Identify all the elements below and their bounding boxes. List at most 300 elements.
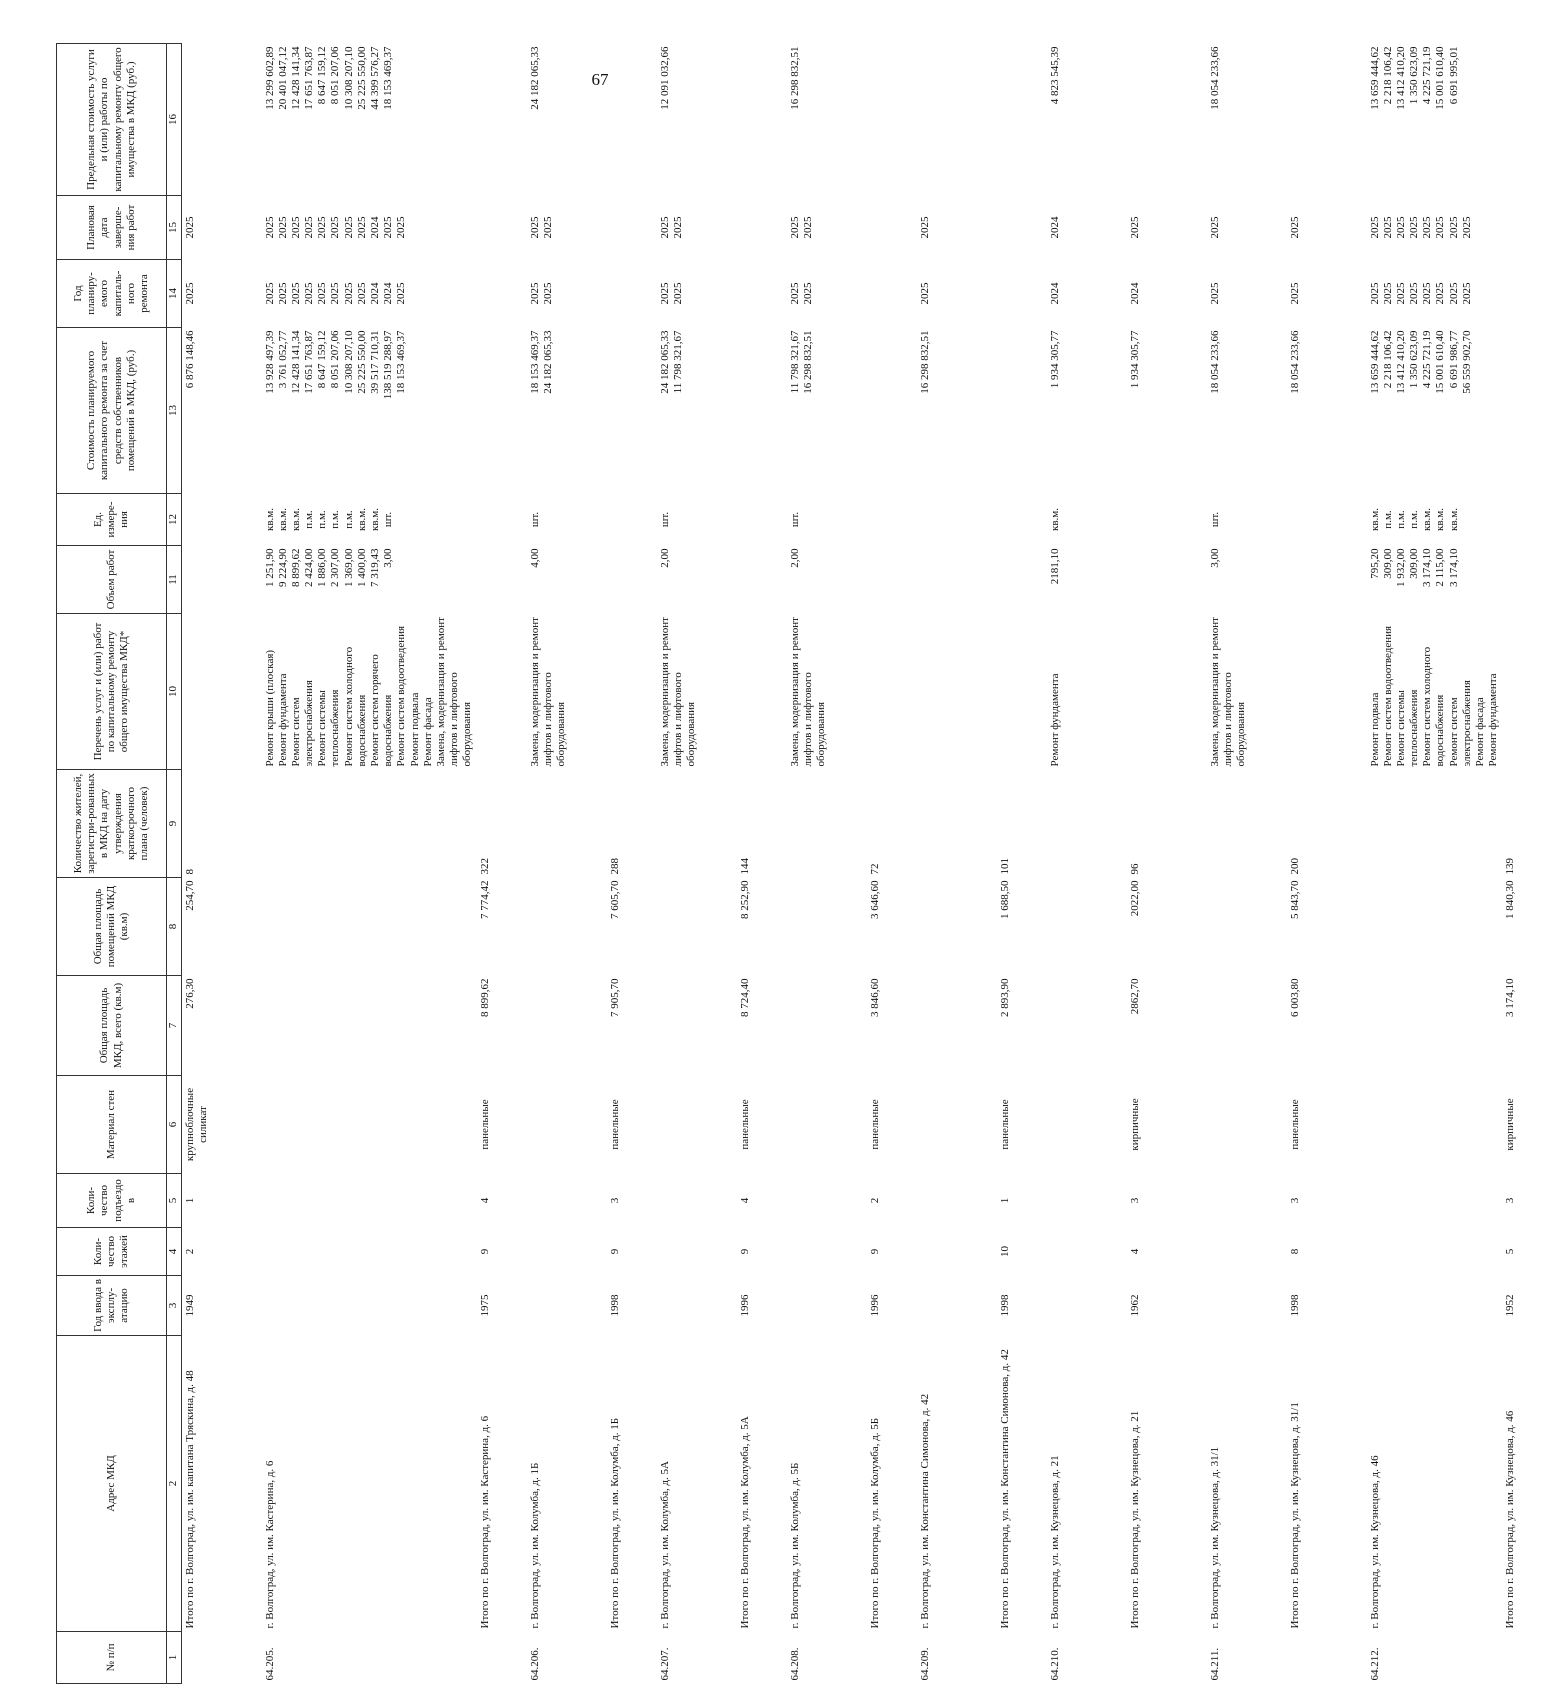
cell-line: 25 225 550,00 <box>355 330 368 394</box>
cell-c16 <box>997 44 1047 196</box>
cell-line: 8 051 207,06 <box>329 330 342 389</box>
cell-c1 <box>737 1632 787 1684</box>
cell-c3: 1996 <box>738 1294 751 1317</box>
cell-line: 2025 <box>1421 216 1434 239</box>
cell-c3: 1996 <box>868 1294 881 1317</box>
cell-c8: 8 252,90 <box>738 880 751 919</box>
cell-line: 18 153 469,37 <box>528 330 541 394</box>
cell-c4: 9 <box>608 1248 621 1255</box>
cell-c3: 1998 <box>1288 1294 1301 1317</box>
cell-line: 13 412 410,20 <box>1394 46 1407 110</box>
cell-line: 3,00 <box>1208 548 1221 568</box>
cell-c7 <box>1207 976 1287 1076</box>
cell-c3 <box>1367 1276 1503 1336</box>
cell-c10 <box>917 614 997 770</box>
cell-c15 <box>1502 196 1552 260</box>
cell-line: п.м. <box>303 510 316 529</box>
cell-line: 2025 <box>1434 216 1447 239</box>
cell-c16 <box>1047 44 1127 196</box>
table-row <box>527 44 607 1684</box>
cell-c3: 1998 <box>998 1294 1011 1317</box>
cell-line: 13 299 602,89 <box>263 46 276 110</box>
cell-line: шт. <box>658 511 671 528</box>
cell-c14 <box>917 260 997 328</box>
cell-c6: кирпичные <box>1504 1098 1517 1151</box>
cell-c7 <box>917 976 997 1076</box>
cell-line: 2025 <box>1381 216 1394 239</box>
cell-c2: Итого по г. Волгоград, ул. им. Кузнецова, д. 31/1 <box>1288 1402 1301 1629</box>
cell-line: Ремонт фасада <box>421 697 434 767</box>
cell-line: 2025 <box>1434 282 1447 305</box>
cell-line: 56 559 902,70 <box>1460 330 1473 394</box>
cell-c5 <box>657 1174 737 1228</box>
cell-c7 <box>1047 976 1127 1076</box>
cell-c7: 6 003,80 <box>1288 978 1301 1017</box>
cell-c4 <box>787 1228 867 1276</box>
cell-c15 <box>917 196 997 260</box>
cell-line: 2025 <box>528 216 541 239</box>
cell-c3: 1949 <box>184 1294 196 1317</box>
cell-c12 <box>1127 494 1207 546</box>
cell-c9: 288 <box>608 858 621 875</box>
cell-c8 <box>262 878 477 976</box>
cell-c13 <box>1127 328 1207 494</box>
cell-line: кв.м. <box>1368 508 1381 531</box>
cell-line: 6 876 148,46 <box>184 330 196 389</box>
cell-c7 <box>262 976 477 1076</box>
cell-c11 <box>607 546 657 614</box>
cell-c3 <box>1047 1276 1127 1336</box>
cell-line: Ремонт фундамента <box>276 673 289 767</box>
cell-line: 138 519 288,97 <box>382 330 395 400</box>
cell-c15 <box>1207 196 1287 260</box>
page-number: 67 <box>591 70 609 89</box>
cell-line: Ремонт систем горячего водоснабжения <box>369 654 395 767</box>
cell-c16 <box>607 44 657 196</box>
cell-c4: 8 <box>1288 1248 1301 1255</box>
cell-c5 <box>1367 1174 1503 1228</box>
cell-c15 <box>527 196 607 260</box>
cell-line: 2025 <box>184 282 196 305</box>
table-row <box>182 44 262 1684</box>
cell-line: 44 399 576,27 <box>369 46 381 110</box>
cell-c10 <box>527 614 607 770</box>
cell-line: 10 308 207,10 <box>342 46 355 110</box>
cell-line: 39 517 710,31 <box>369 330 381 394</box>
cell-c2: Итого по г. Волгоград, ул. им. Константина Симонова, д. 42 <box>998 1349 1011 1629</box>
cell-c8: 1 688,50 <box>998 880 1011 919</box>
column-number: 10 <box>167 614 182 770</box>
cell-line: п.м. <box>1381 510 1394 529</box>
cell-c1: 64.209. <box>918 1647 931 1681</box>
header-cell: Количество жителей, зарегистри-рованных в МКД на дату утверждения краткосрочного плана (человек) <box>57 770 167 878</box>
cell-line: 2025 <box>918 216 931 239</box>
cell-c12 <box>1047 494 1127 546</box>
cell-line: 2,00 <box>658 548 671 568</box>
cell-c15 <box>607 196 657 260</box>
cell-line: шт. <box>788 511 801 528</box>
cell-line: Ремонт подвала <box>408 692 421 767</box>
column-number: 13 <box>167 328 182 494</box>
cell-line: 16 298 832,51 <box>788 46 801 110</box>
cell-line: 2025 <box>316 216 329 239</box>
cell-c4 <box>1207 1228 1287 1276</box>
cell-c13 <box>477 328 527 494</box>
cell-line: 2025 <box>276 282 289 305</box>
cell-line: 2 424,00 <box>303 548 316 587</box>
cell-line: п.м. <box>316 510 329 529</box>
cell-c10 <box>1127 614 1207 770</box>
cell-c11 <box>477 546 527 614</box>
cell-line: 12 091 032,66 <box>658 46 671 110</box>
column-number: 3 <box>167 1276 182 1336</box>
cell-line: 2181,10 <box>1048 548 1061 585</box>
cell-c16 <box>1367 44 1503 196</box>
cell-line: 2025 <box>276 216 289 239</box>
cell-c14 <box>867 260 917 328</box>
cell-line: 795,20 <box>1368 548 1381 579</box>
header-cell: Материал стен <box>57 1076 167 1174</box>
cell-line: 2025 <box>671 216 684 239</box>
cell-c15 <box>1287 196 1367 260</box>
cell-line: 2025 <box>658 216 671 239</box>
table-row <box>1047 44 1127 1684</box>
cell-c2: Итого по г. Волгоград, ул. им. Кастерина, д. 6 <box>478 1415 491 1629</box>
cell-c10 <box>657 614 737 770</box>
table-row <box>787 44 867 1684</box>
cell-line: 2025 <box>1368 282 1381 305</box>
cell-c1 <box>182 1632 262 1684</box>
table-row <box>1367 44 1503 1684</box>
cell-line: 2025 <box>263 282 276 305</box>
cell-line: 8 647 159,12 <box>316 46 329 105</box>
cell-line: 4 225 721,19 <box>1421 330 1434 389</box>
cell-c6 <box>787 1076 867 1174</box>
cell-c2: г. Волгоград, ул. им. Константина Симонова, д. 42 <box>918 1393 931 1629</box>
cell-c15 <box>1127 196 1207 260</box>
cell-line: 2025 <box>382 216 395 239</box>
cell-c8 <box>787 878 867 976</box>
cell-c11 <box>737 546 787 614</box>
cell-line: п.м. <box>342 510 355 529</box>
cell-line: Замена, модернизация и ремонт лифтов и лифтового оборудования <box>434 617 474 767</box>
cell-c6 <box>657 1076 737 1174</box>
column-number: 9 <box>167 770 182 878</box>
table-row <box>262 44 477 1684</box>
cell-line: 2025 <box>801 282 814 305</box>
cell-line: Ремонт систем холодного водоснабжения <box>1421 646 1447 767</box>
cell-c5 <box>787 1174 867 1228</box>
cell-c1: 64.208. <box>788 1647 801 1681</box>
cell-c9 <box>1047 770 1127 878</box>
cell-c10 <box>997 614 1047 770</box>
table-body <box>182 44 1552 1684</box>
cell-line: 8 647 159,12 <box>316 330 329 389</box>
cell-line: 13 659 444,62 <box>1368 46 1381 110</box>
cell-line: 2024 <box>369 216 381 239</box>
cell-line: шт. <box>382 511 395 528</box>
cell-c10 <box>1287 614 1367 770</box>
cell-c7 <box>787 976 867 1076</box>
cell-c11 <box>867 546 917 614</box>
cell-line: Ремонт систем водоотведения <box>395 625 408 767</box>
cell-line: 8 899,62 <box>289 548 302 587</box>
cell-c6: кирпичные <box>1128 1098 1141 1151</box>
cell-c4 <box>262 1228 477 1276</box>
column-number: 16 <box>167 44 182 196</box>
cell-c3: 1962 <box>1128 1294 1141 1317</box>
column-number: 1 <box>167 1632 182 1684</box>
header-cell: Коли-чество подъездо в <box>57 1174 167 1228</box>
cell-c7: 2 893,90 <box>998 978 1011 1017</box>
cell-c14 <box>1207 260 1287 328</box>
cell-c12 <box>262 494 477 546</box>
cell-line: Замена, модернизация и ремонт лифтов и лифтового оборудования <box>528 617 567 767</box>
cell-c2: Итого по г. Волгоград, ул. им. Колумба, д. 1Б <box>608 1417 621 1629</box>
cell-line: кв.м. <box>276 508 289 531</box>
cell-c16 <box>527 44 607 196</box>
cell-c13 <box>1502 328 1552 494</box>
cell-c1: 64.206. <box>528 1647 541 1681</box>
cell-c12 <box>917 494 997 546</box>
cell-line: 24 182 065,33 <box>541 330 554 394</box>
cell-c9: 101 <box>998 858 1011 875</box>
cell-c16 <box>1127 44 1207 196</box>
cell-c6 <box>1047 1076 1127 1174</box>
cell-c8 <box>1367 878 1503 976</box>
cell-line: 309,00 <box>1381 548 1394 579</box>
cell-c2: Итого по г. Волгоград, ул. им. Кузнецова, д. 21 <box>1128 1410 1141 1629</box>
cell-c13 <box>917 328 997 494</box>
cell-line: 3 174,10 <box>1421 548 1434 587</box>
cell-line: шт. <box>1208 511 1221 528</box>
cell-line: 2025 <box>801 216 814 239</box>
cell-c9: 96 <box>1128 863 1141 875</box>
cell-c6 <box>1207 1076 1287 1174</box>
cell-c6 <box>527 1076 607 1174</box>
cell-line: 3 761 052,77 <box>276 330 289 389</box>
table-row <box>1207 44 1287 1684</box>
cell-line: 2024 <box>369 282 381 305</box>
cell-line: 2025 <box>1408 216 1421 239</box>
cell-line: 2025 <box>316 282 329 305</box>
cell-line: 2025 <box>1394 216 1407 239</box>
cell-c10 <box>1207 614 1287 770</box>
cell-line: 11 798 321,67 <box>671 330 684 394</box>
cell-line: 2025 <box>1447 216 1460 239</box>
cell-c3 <box>657 1276 737 1336</box>
cell-line: шт. <box>528 511 541 528</box>
cell-c4: 2 <box>184 1248 196 1255</box>
cell-line: 1 934 305,77 <box>1048 330 1061 389</box>
cell-line: 2025 <box>184 216 196 239</box>
cell-c14 <box>787 260 867 328</box>
cell-c6: панельные <box>478 1099 491 1150</box>
cell-c9: 322 <box>478 858 491 875</box>
cell-line: 2024 <box>382 282 395 305</box>
cell-c4 <box>657 1228 737 1276</box>
cell-c15 <box>737 196 787 260</box>
cell-line: 2025 <box>658 282 671 305</box>
cell-line: 17 651 763,87 <box>303 46 316 110</box>
cell-line: 2025 <box>1460 282 1473 305</box>
cell-line: 2025 <box>1128 216 1141 239</box>
cell-line: 1 251,90 <box>263 548 276 587</box>
header-cell: Адрес МКД <box>57 1336 167 1632</box>
cell-c9: 8 <box>184 869 196 875</box>
cell-c2: г. Волгоград, ул. им. Колумба, д. 1Б <box>528 1462 541 1629</box>
cell-c5: 1 <box>998 1197 1011 1204</box>
cell-c5: 4 <box>478 1197 491 1204</box>
cell-c15 <box>1367 196 1503 260</box>
cell-line: 2025 <box>1447 282 1460 305</box>
cell-c9 <box>787 770 867 878</box>
cell-line: 2025 <box>355 216 368 239</box>
table-row <box>1287 44 1367 1684</box>
column-number: 11 <box>167 546 182 614</box>
cell-line: 2025 <box>263 216 276 239</box>
cell-c7: 3 174,10 <box>1504 978 1517 1017</box>
cell-line: 20 401 047,12 <box>276 46 289 110</box>
cell-c13 <box>787 328 867 494</box>
cell-line: 2025 <box>788 282 801 305</box>
cell-c12 <box>1207 494 1287 546</box>
cell-c4: 5 <box>1504 1248 1517 1255</box>
cell-line: Ремонт систем водоотведения <box>1381 625 1394 767</box>
cell-c15 <box>787 196 867 260</box>
cell-line: 2 115,00 <box>1434 548 1447 587</box>
cell-line: 2025 <box>1288 282 1301 305</box>
cell-c7: 8 899,62 <box>478 978 491 1017</box>
header-cell: Предельная стоимость услуги и (или) работы по капитальному ремонту общего имущества в МКД (руб.) <box>57 44 167 196</box>
cell-line: 16 298 832,51 <box>801 330 814 394</box>
cell-c14 <box>1367 260 1503 328</box>
cell-c1 <box>477 1632 527 1684</box>
cell-line: 2025 <box>541 282 554 305</box>
cell-c4 <box>1367 1228 1503 1276</box>
cell-c14 <box>527 260 607 328</box>
header-cell: Ед. измере-ния <box>57 494 167 546</box>
cell-c6: панельные <box>608 1099 621 1150</box>
cell-line: 2025 <box>395 216 408 239</box>
cell-c5 <box>917 1174 997 1228</box>
cell-line: Ремонт фасада <box>1474 697 1486 767</box>
cell-c15 <box>262 196 477 260</box>
cell-line: 4 225 721,19 <box>1421 46 1434 105</box>
cell-line: 1 350 623,09 <box>1408 330 1421 389</box>
cell-c14 <box>477 260 527 328</box>
header-cell: Общая площадь помещений МКД (кв.м) <box>57 878 167 976</box>
cell-c14 <box>607 260 657 328</box>
cell-c10 <box>477 614 527 770</box>
cell-c13 <box>1047 328 1127 494</box>
cell-c9 <box>657 770 737 878</box>
cell-c9 <box>527 770 607 878</box>
header-cell: Стоимость планируемого капитального ремонта за счет средств собственников помещений в МКД, (руб.) <box>57 328 167 494</box>
table-row <box>477 44 527 1684</box>
cell-c14 <box>1127 260 1207 328</box>
cell-line: кв.м. <box>1447 508 1460 531</box>
cell-c9 <box>917 770 997 878</box>
cell-c3 <box>917 1276 997 1336</box>
cell-c11 <box>917 546 997 614</box>
cell-line: 2025 <box>1421 282 1434 305</box>
cell-c12 <box>657 494 737 546</box>
cell-line: 10 308 207,10 <box>342 330 355 394</box>
cell-c10 <box>1047 614 1127 770</box>
header-cell: Общая площадь МКД, всего (кв.м) <box>57 976 167 1076</box>
cell-c14 <box>997 260 1047 328</box>
cell-c11 <box>182 546 262 614</box>
cell-c6 <box>262 1076 477 1174</box>
cell-line: 2024 <box>1128 282 1141 305</box>
cell-c7: 276,30 <box>184 978 196 1009</box>
cell-c1: 64.210. <box>1048 1647 1061 1681</box>
cell-line: 2025 <box>342 282 355 305</box>
cell-line: Ремонт крыши (плоская) <box>263 649 276 767</box>
cell-c15 <box>867 196 917 260</box>
column-number: 4 <box>167 1228 182 1276</box>
cell-c8: 7 774,42 <box>478 880 491 919</box>
cell-c15 <box>997 196 1047 260</box>
cell-line: 24 182 065,33 <box>528 46 541 110</box>
cell-line: Ремонт фундамента <box>1487 673 1500 767</box>
cell-line: 2025 <box>788 216 801 239</box>
cell-line: 2025 <box>528 282 541 305</box>
cell-line: п.м. <box>1394 510 1407 529</box>
cell-c5: 2 <box>868 1197 881 1204</box>
cell-c11 <box>657 546 737 614</box>
cell-c13 <box>607 328 657 494</box>
cell-line: Замена, модернизация и ремонт лифтов и лифтового оборудования <box>788 617 827 767</box>
cell-c2: Итого по г. Волгоград, ул. им. Колумба, д. 5А <box>738 1416 751 1629</box>
table-row <box>917 44 997 1684</box>
column-number-row <box>167 44 182 1684</box>
cell-c14 <box>1047 260 1127 328</box>
cell-c6 <box>1367 1076 1503 1174</box>
header-cell: Год ввода в эксплу-атацию <box>57 1276 167 1336</box>
cell-line: 18 153 469,37 <box>382 46 395 110</box>
cell-c1: 64.212. <box>1368 1647 1381 1681</box>
cell-c11 <box>1047 546 1127 614</box>
cell-c14 <box>657 260 737 328</box>
cell-c5: 4 <box>738 1197 751 1204</box>
cell-c14 <box>1502 260 1552 328</box>
cell-line: 18 153 469,37 <box>395 330 408 394</box>
cell-c13 <box>657 328 737 494</box>
cell-c13 <box>1367 328 1503 494</box>
column-number: 8 <box>167 878 182 976</box>
cell-c12 <box>867 494 917 546</box>
cell-c2: г. Волгоград, ул. им. Кастерина, д. 6 <box>263 1460 276 1629</box>
cell-c16 <box>1207 44 1287 196</box>
cell-c7 <box>657 976 737 1076</box>
cell-c12 <box>787 494 867 546</box>
cell-c8: 7 605,70 <box>608 880 621 919</box>
cell-c1 <box>867 1632 917 1684</box>
cell-c5 <box>262 1174 477 1228</box>
cell-c9 <box>1367 770 1503 878</box>
cell-line: 1 886,00 <box>316 548 329 587</box>
cell-c3 <box>1207 1276 1287 1336</box>
cell-c4: 10 <box>998 1246 1011 1257</box>
cell-line: 2025 <box>1381 282 1394 305</box>
rotated-table-container <box>56 44 1517 1684</box>
column-number: 7 <box>167 976 182 1076</box>
cell-c6: панельные <box>1288 1099 1301 1150</box>
cell-c7 <box>527 976 607 1076</box>
cell-line: кв.м. <box>1048 508 1061 531</box>
